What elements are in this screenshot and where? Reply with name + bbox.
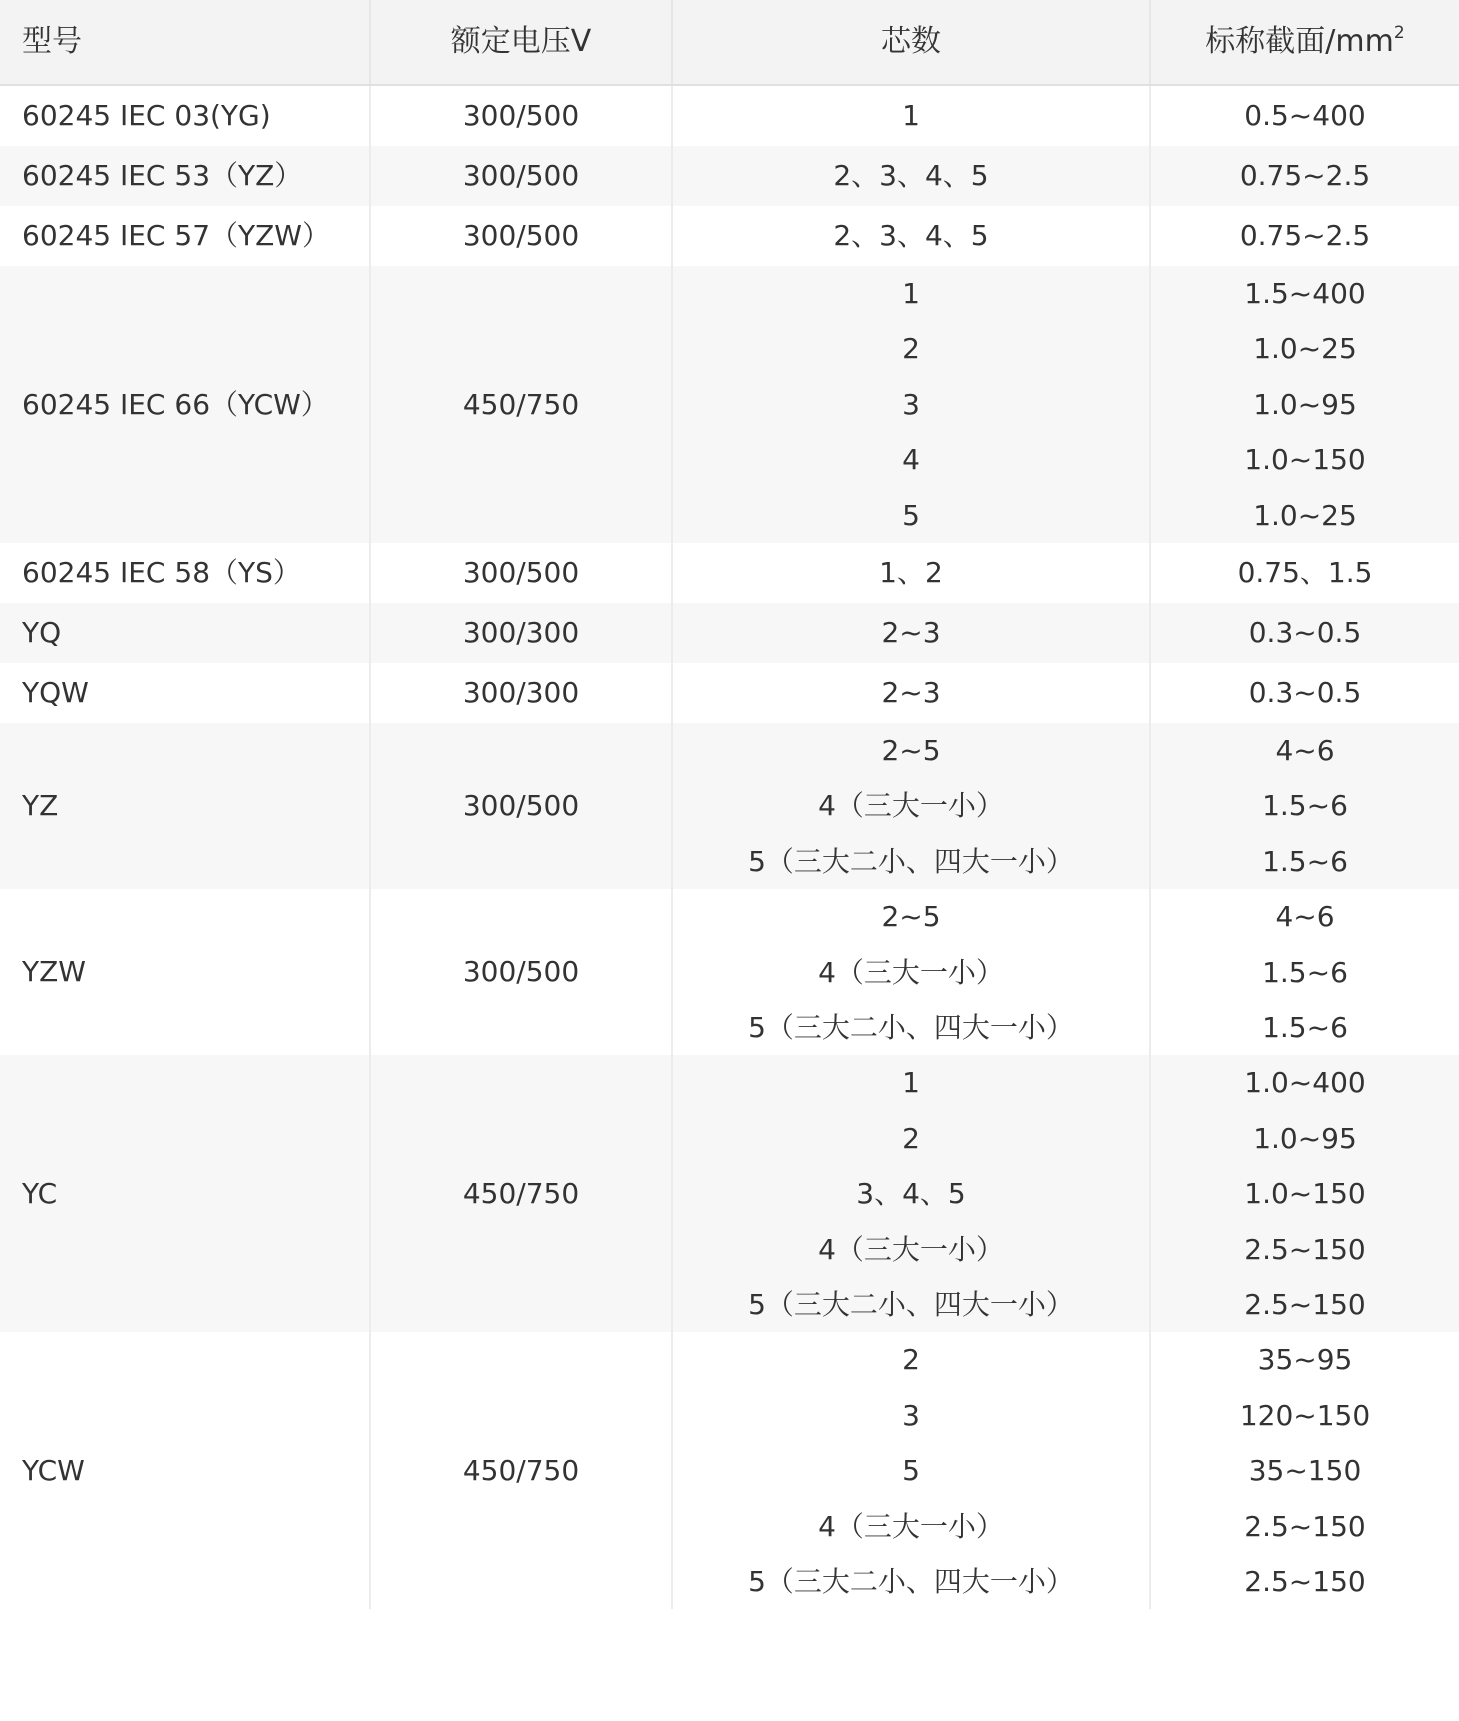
cores-value: 5	[902, 498, 920, 532]
area-value: 1.5~400	[1244, 277, 1366, 311]
cell-cores	[672, 1055, 1150, 1332]
cell-model: 60245 IEC 58（YS）	[0, 543, 370, 603]
area-value: 1.0~25	[1253, 498, 1357, 532]
table-row	[0, 889, 1459, 1055]
cell-cores	[672, 85, 1150, 146]
area-value: 0.3~0.5	[1248, 616, 1362, 650]
table-row	[0, 85, 1459, 146]
cell-model: YC	[0, 1055, 370, 1332]
cell-cores	[672, 1332, 1150, 1609]
cell-cores	[672, 146, 1150, 206]
area-value: 1.0~150	[1244, 1177, 1366, 1211]
header-voltage: 额定电压V	[370, 0, 672, 85]
cell-model: 60245 IEC 53（YZ）	[0, 146, 370, 206]
header-model: 型号	[0, 0, 370, 85]
cores-value: 2	[902, 1343, 920, 1377]
cell-voltage: 300/500	[370, 723, 672, 889]
area-value: 2.5~150	[1244, 1287, 1366, 1321]
area-value: 35~95	[1257, 1343, 1353, 1377]
area-value: 2.5~150	[1244, 1509, 1366, 1543]
cell-cores	[672, 603, 1150, 663]
cell-voltage: 300/300	[370, 663, 672, 723]
cores-value: 2	[902, 1121, 920, 1155]
area-value: 1.0~25	[1253, 332, 1357, 366]
cores-value: 5（三大二小、四大一小）	[748, 1564, 1074, 1598]
cores-value: 2~5	[881, 900, 941, 934]
cores-value: 3、4、5	[856, 1177, 966, 1211]
cores-value: 2~3	[881, 676, 941, 710]
cell-model: YQW	[0, 663, 370, 723]
area-value: 1.5~6	[1262, 1010, 1348, 1044]
cores-value: 5（三大二小、四大一小）	[748, 1287, 1074, 1321]
area-value: 120~150	[1239, 1398, 1371, 1432]
cores-value: 1	[902, 277, 920, 311]
cell-cores	[672, 663, 1150, 723]
table-row	[0, 146, 1459, 206]
cell-cores	[672, 266, 1150, 543]
area-value: 1.0~400	[1244, 1066, 1366, 1100]
cell-voltage: 300/300	[370, 603, 672, 663]
area-value: 0.75、1.5	[1237, 556, 1373, 590]
area-value: 1.0~95	[1253, 387, 1357, 421]
cores-value: 4（三大一小）	[818, 789, 1004, 823]
table-row	[0, 603, 1459, 663]
cell-cores	[672, 206, 1150, 266]
cores-value: 3	[902, 1398, 920, 1432]
table-row	[0, 206, 1459, 266]
cores-value: 5（三大二小、四大一小）	[748, 844, 1074, 878]
cell-voltage: 300/500	[370, 543, 672, 603]
table-row	[0, 1332, 1459, 1609]
table-header	[0, 0, 1459, 85]
area-value: 1.0~95	[1253, 1121, 1357, 1155]
area-value: 35~150	[1248, 1454, 1362, 1488]
cores-value: 1	[902, 1066, 920, 1100]
cell-area	[1150, 85, 1459, 146]
cores-value: 2、3、4、5	[833, 219, 989, 253]
table-body	[0, 85, 1459, 1609]
cell-cores	[672, 889, 1150, 1055]
cell-voltage: 450/750	[370, 1055, 672, 1332]
area-value: 0.75~2.5	[1239, 219, 1371, 253]
cell-area	[1150, 1332, 1459, 1609]
area-value: 2.5~150	[1244, 1564, 1366, 1598]
cores-value: 2~3	[881, 616, 941, 650]
table-row	[0, 266, 1459, 543]
cell-voltage: 450/750	[370, 1332, 672, 1609]
cell-area	[1150, 206, 1459, 266]
cell-model: 60245 IEC 66（YCW）	[0, 266, 370, 543]
area-value: 4~6	[1275, 734, 1335, 767]
cores-value: 4（三大一小）	[818, 1509, 1004, 1543]
cell-model: 60245 IEC 03(YG)	[0, 85, 370, 146]
cell-area	[1150, 1055, 1459, 1332]
cores-value: 5	[902, 1454, 920, 1488]
cell-voltage: 300/500	[370, 206, 672, 266]
area-value: 2.5~150	[1244, 1232, 1366, 1266]
area-value: 1.5~6	[1262, 789, 1348, 823]
area-value: 0.75~2.5	[1239, 159, 1371, 193]
cores-value: 4（三大一小）	[818, 955, 1004, 989]
area-value: 1.0~150	[1244, 443, 1366, 477]
header-area	[1150, 0, 1459, 85]
cores-value: 4（三大一小）	[818, 1232, 1004, 1266]
cell-model: YZ	[0, 723, 370, 889]
area-value: 4~6	[1275, 900, 1335, 934]
cell-area	[1150, 543, 1459, 603]
cell-area	[1150, 146, 1459, 206]
header-row	[0, 0, 1459, 85]
header-cores: 芯数	[672, 0, 1150, 85]
area-value: 0.3~0.5	[1248, 676, 1362, 710]
cores-value: 1	[902, 99, 920, 133]
cores-value: 1、2	[879, 556, 943, 590]
area-value: 0.5~400	[1244, 99, 1366, 133]
cell-model: YQ	[0, 603, 370, 663]
cell-model: YZW	[0, 889, 370, 1055]
cores-value: 2~5	[881, 734, 941, 767]
cores-value: 5（三大二小、四大一小）	[748, 1010, 1074, 1044]
header-area-label: 标称截面/mm	[1205, 24, 1394, 59]
table-row	[0, 543, 1459, 603]
table-row	[0, 1055, 1459, 1332]
cell-voltage: 300/500	[370, 146, 672, 206]
area-value: 1.5~6	[1262, 844, 1348, 878]
cell-voltage: 300/500	[370, 889, 672, 1055]
cores-value: 2	[902, 332, 920, 366]
cores-value: 2、3、4、5	[833, 159, 989, 193]
cell-area	[1150, 663, 1459, 723]
cell-area	[1150, 266, 1459, 543]
cell-area	[1150, 889, 1459, 1055]
cell-area	[1150, 603, 1459, 663]
cell-area	[1150, 723, 1459, 889]
cores-value: 3	[902, 387, 920, 421]
cell-cores	[672, 723, 1150, 889]
cell-voltage: 450/750	[370, 266, 672, 543]
cell-model: 60245 IEC 57（YZW）	[0, 206, 370, 266]
table-row	[0, 723, 1459, 889]
cell-voltage: 300/500	[370, 85, 672, 146]
cell-cores	[672, 543, 1150, 603]
cell-model: YCW	[0, 1332, 370, 1609]
cores-value: 4	[902, 443, 920, 477]
header-area-superscript: 2	[1393, 23, 1405, 43]
area-value: 1.5~6	[1262, 955, 1348, 989]
table-row	[0, 663, 1459, 723]
